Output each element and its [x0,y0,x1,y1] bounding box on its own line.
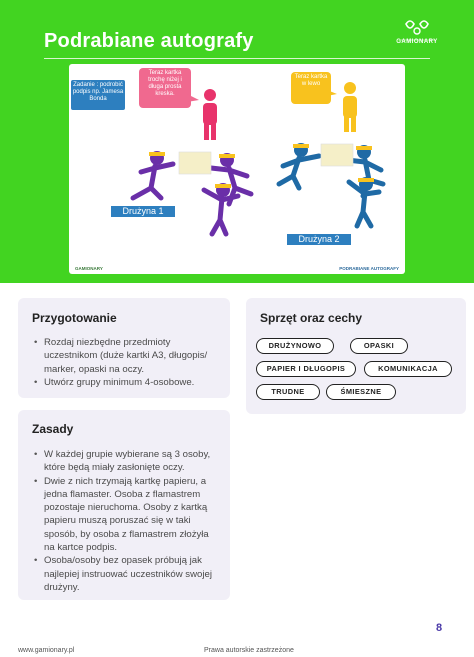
team1-blindfold-1 [149,152,165,156]
footer-rights: Prawa autorskie zastrzeżone [204,647,294,654]
speech-bubble-yellow: Teraz kartka w lewo [294,74,328,87]
page-number: 8 [436,622,443,634]
rules-list [32,448,216,594]
equipment-title: Sprzęt oraz cechy [260,311,363,325]
preparation-card [18,298,230,398]
title-divider [44,58,430,59]
tag-trudne: TRUDNE [256,384,320,400]
preparation-item: • Utwórz grupy minimum 4-osobowe. [32,376,216,389]
task-note: Zadanie : podrobić podpis np. Jamesa Bonda [72,82,124,102]
page-title: Podrabiane autografy [44,30,254,52]
logo-icon [392,18,442,58]
paper-sheet-team2 [321,144,353,166]
tag-opaski: OPASKI [350,338,408,354]
tag-smieszne: ŚMIESZNE [326,384,396,400]
preparation-list [32,336,216,389]
tag-druzynowo: DRUŻYNOWO [256,338,334,354]
rules-title: Zasady [32,422,74,436]
team1-blindfold-3 [215,184,231,188]
team1-figures [133,164,251,234]
rules-item: • Dwie z nich trzymają kartkę papieru, a jedna flamaster. Osoba z flamastrem pozostaje nieruchoma. Osoby z kartką papieru muszą poruszać się w taki sposób, by osoba z flamastrem złożyła na kartce podpis. [32,475,216,555]
speech-bubble-pink: Teraz kartka trochę niżej i długa prosta kreska. [148,70,182,97]
footer-website: www.gamionary.pl [18,647,75,654]
team2-figures [279,156,383,226]
illustration [69,64,405,274]
logo-text: GAMIONARY [396,39,438,45]
rules-card [18,410,230,600]
team2-blindfold-2 [356,146,372,150]
tag-papier-i-dlugopis: PAPIER I DŁUGOPIS [256,361,356,377]
paper-sheet-team1 [179,152,211,174]
team1-label: Drużyna 1 [111,206,175,217]
preparation-item: • Rozdaj niezbędne przedmioty uczestnikom (duże kartki A3, długopis/ marker, opaski na oczy. [32,336,216,376]
rules-item: • Osoba/osoby bez opasek próbują jak najlepiej instruować uczestników swojej drużyny. [32,554,216,594]
instructor-figure-pink [203,89,217,140]
team2-blindfold-1 [293,144,309,148]
team1-blindfold-2 [219,154,235,158]
preparation-title: Przygotowanie [32,311,117,325]
team2-label: Drużyna 2 [287,234,351,245]
illustration-footer-left: GAMIONARY [75,266,103,271]
illustration-footer-right: PODRABIANE AUTOGRAFY [339,266,399,271]
tag-komunikacja: KOMUNIKACJA [364,361,452,377]
rules-item: • W każdej grupie wybierane są 3 osoby, które będą miały zasłonięte oczy. [32,448,216,475]
team2-blindfold-3 [358,178,374,182]
instructor-figure-yellow [343,82,357,132]
